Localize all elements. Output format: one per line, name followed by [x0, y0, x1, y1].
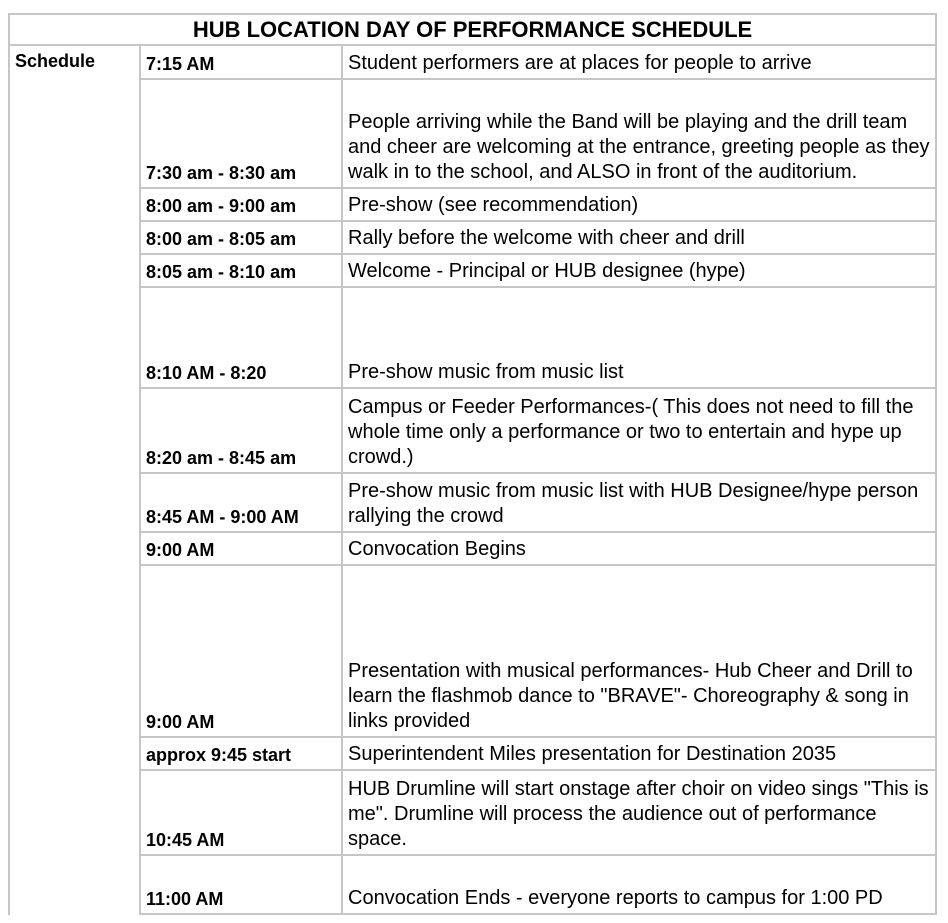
description-cell: Presentation with musical performances- Hub Cheer and Drill to learn the flashmob dance to "BRAVE"- Choreography & song in links provided [342, 565, 936, 737]
table-row [9, 737, 936, 770]
schedule-label: Schedule [9, 45, 140, 914]
description-cell: Convocation Begins [342, 532, 936, 565]
description-cell: Pre-show music from music list with HUB Designee/hype person rallying the crowd [342, 473, 936, 532]
table-row [9, 532, 936, 565]
description-cell: HUB Drumline will start onstage after choir on video sings "This is me". Drumline will process the audience out of performance space. [342, 770, 936, 855]
time-cell: 11:00 AM [140, 855, 342, 914]
description-cell: Rally before the welcome with cheer and drill [342, 221, 936, 254]
table-row [9, 388, 936, 473]
description-cell: Pre-show (see recommendation) [342, 188, 936, 221]
description-cell: Convocation Ends - everyone reports to campus for 1:00 PD [342, 855, 936, 914]
title-row [9, 14, 936, 45]
table-row [9, 287, 936, 388]
table-row [9, 188, 936, 221]
time-cell: 7:30 am - 8:30 am [140, 79, 342, 188]
description-cell: People arriving while the Band will be playing and the drill team and cheer are welcoming at the entrance, greeting people as they walk in to the school, and ALSO in front of the auditorium. [342, 79, 936, 188]
description-cell: Student performers are at places for people to arrive [342, 45, 936, 79]
time-cell: 7:15 AM [140, 45, 342, 79]
time-cell: 9:00 AM [140, 565, 342, 737]
description-cell: Pre-show music from music list [342, 287, 936, 388]
schedule-table [8, 13, 937, 915]
table-row [9, 45, 936, 79]
page-title: HUB LOCATION DAY OF PERFORMANCE SCHEDULE [9, 14, 936, 45]
description-cell: Superintendent Miles presentation for Destination 2035 [342, 737, 936, 770]
table-row [9, 565, 936, 737]
time-cell: 8:05 am - 8:10 am [140, 254, 342, 287]
table-row [9, 473, 936, 532]
description-cell: Welcome - Principal or HUB designee (hype) [342, 254, 936, 287]
table-row [9, 855, 936, 914]
table-row [9, 221, 936, 254]
table-row [9, 254, 936, 287]
table-row [9, 79, 936, 188]
time-cell: 10:45 AM [140, 770, 342, 855]
time-cell: 8:00 am - 9:00 am [140, 188, 342, 221]
time-cell: 9:00 AM [140, 532, 342, 565]
table-row [9, 770, 936, 855]
time-cell: 8:00 am - 8:05 am [140, 221, 342, 254]
description-cell: Campus or Feeder Performances-( This does not need to fill the whole time only a performance or two to entertain and hype up crowd.) [342, 388, 936, 473]
schedule-sheet [8, 13, 935, 916]
time-cell: 8:20 am - 8:45 am [140, 388, 342, 473]
time-cell: approx 9:45 start [140, 737, 342, 770]
time-cell: 8:45 AM - 9:00 AM [140, 473, 342, 532]
time-cell: 8:10 AM - 8:20 [140, 287, 342, 388]
